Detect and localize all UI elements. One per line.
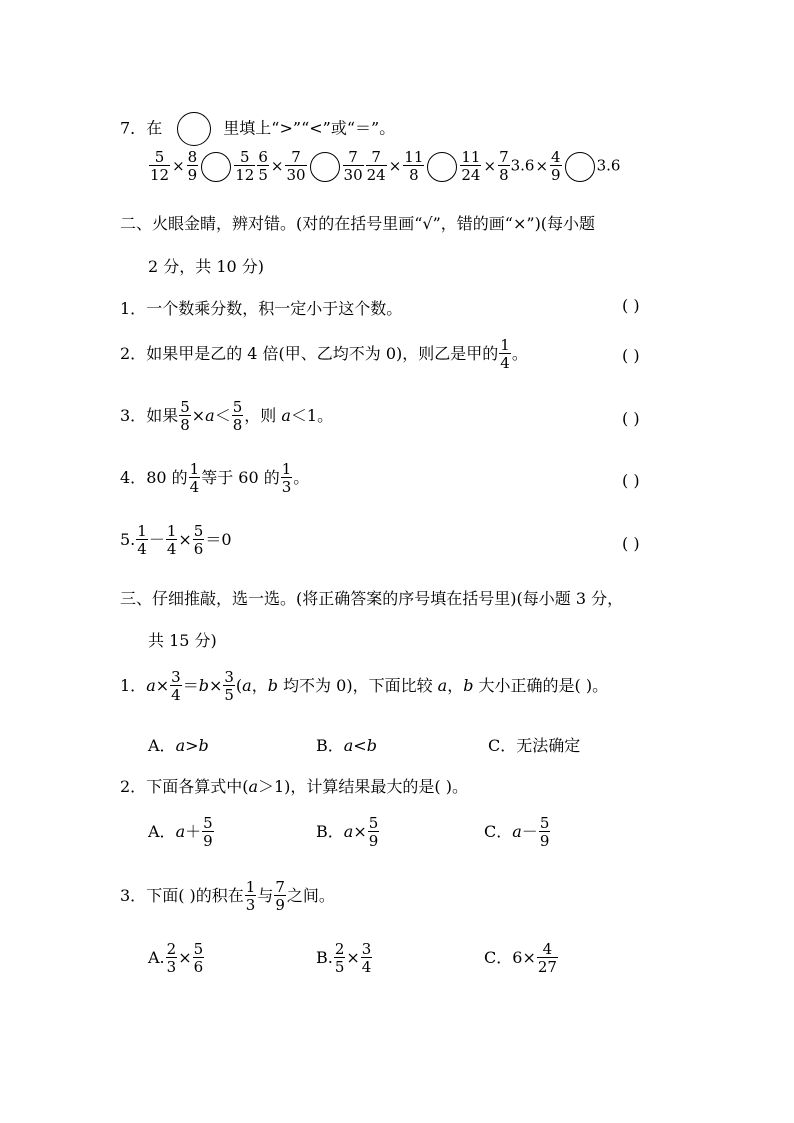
fraction: $\frac{3}{5}$ (224, 668, 234, 704)
fraction: $\frac{5}{12}$ (150, 148, 170, 184)
s2-item-1: 1．一个数乘分数，积一定小于这个数。 (120, 299, 403, 318)
q7-comparison-row: $\frac{5}{12}$ × $\frac{8}{9}$ $\frac{5}{12}$ $\frac{6}{5}$ × $\frac{7}{30}$ $\frac{7}{30}$ $\frac{7}{24}$ × $\frac{11}{8}$ $\frac{11}{24}$ × $\frac{7}{8}$ 3.6× $\frac{4}{9}$ 3.6 (150, 148, 621, 184)
fraction: $\frac{1}{4}$ (166, 522, 177, 558)
fraction: $\frac{5}{9}$ (203, 814, 213, 850)
fraction: $\frac{2}{3}$ (166, 940, 177, 976)
section-2-title-cont: 2 分，共 10 分) (148, 257, 265, 276)
fraction: $\frac{5}{9}$ (539, 814, 550, 850)
fraction: $\frac{1}{3}$ (281, 460, 292, 496)
s3-q1-option-b[interactable]: B．a<b (316, 736, 377, 755)
s3-q3-option-c[interactable]: C．6× $\frac{4}{27}$ (484, 940, 557, 976)
fraction: $\frac{6}{5}$ (258, 148, 268, 184)
answer-circle-3[interactable] (427, 152, 457, 182)
s2-item-5: 5. $\frac{1}{4}$ － $\frac{1}{4}$ × $\frac{5}{6}$ ＝0 (120, 522, 232, 558)
fraction: $\frac{4}{9}$ (551, 148, 561, 184)
answer-circle-4[interactable] (565, 152, 595, 182)
s2-answer-paren-2[interactable]: ( ) (622, 346, 640, 365)
section-3-title: 三、仔细推敲，选一选。(将正确答案的序号填在括号里)(每小题 3 分， (120, 589, 624, 608)
fraction: $\frac{1}{4}$ (189, 460, 200, 496)
s3-q1-option-c[interactable]: C．无法确定 (488, 736, 581, 755)
answer-circle-icon (177, 112, 211, 146)
fraction: $\frac{5}{8}$ (232, 398, 243, 434)
fraction: $\frac{1}{4}$ (500, 336, 510, 372)
fraction: $\frac{3}{4}$ (361, 940, 372, 976)
s2-answer-paren-4[interactable]: ( ) (622, 471, 640, 490)
section-3-title-cont: 共 15 分) (148, 631, 217, 650)
fraction: $\frac{7}{24}$ (366, 148, 386, 184)
s3-q2-option-b[interactable]: B．a× $\frac{5}{9}$ (316, 814, 379, 850)
fraction: $\frac{4}{27}$ (537, 940, 557, 976)
s3-q3-option-b[interactable]: B. $\frac{2}{5}$ × $\frac{3}{4}$ (316, 940, 372, 976)
s3-question-1: 1．a× $\frac{3}{4}$ ＝b× $\frac{3}{5}$ (a，b 均不为 0)，下面比较 a，b 大小正确的是( )。 (120, 668, 609, 704)
fraction: $\frac{11}{24}$ (461, 148, 481, 184)
s3-question-3: 3．下面( )的积在 $\frac{1}{3}$ 与 $\frac{7}{9}$ 之间。 (120, 878, 335, 914)
fraction: $\frac{2}{5}$ (334, 940, 345, 976)
s3-q1-option-a[interactable]: A．a>b (148, 736, 209, 755)
s2-item-3: 3．如果 $\frac{5}{8}$ ×a＜ $\frac{5}{8}$ ，则 a＜1。 (120, 398, 334, 434)
fraction: $\frac{7}{8}$ (499, 148, 509, 184)
fraction: $\frac{5}{6}$ (193, 522, 204, 558)
fraction: $\frac{5}{8}$ (180, 398, 190, 434)
q7-instruction: 7．在 里填上“>”“<”或“＝”。 (120, 112, 395, 146)
fraction: $\frac{5}{6}$ (193, 940, 204, 976)
s3-q2-option-a[interactable]: A．a＋ $\frac{5}{9}$ (148, 814, 213, 850)
answer-circle-1[interactable] (201, 152, 231, 182)
fraction: $\frac{11}{8}$ (404, 148, 424, 184)
fraction: $\frac{5}{9}$ (368, 814, 379, 850)
section-2-title: 二、火眼金睛，辨对错。(对的在括号里画“√”，错的画“×”)(每小题 (120, 214, 596, 233)
s2-answer-paren-3[interactable]: ( ) (622, 409, 640, 428)
fraction: $\frac{5}{12}$ (235, 148, 255, 184)
fraction: $\frac{7}{30}$ (343, 148, 363, 184)
fraction: $\frac{8}{9}$ (187, 148, 198, 184)
s2-answer-paren-5[interactable]: ( ) (622, 534, 640, 553)
s2-item-4: 4．80 的 $\frac{1}{4}$ 等于 60 的 $\frac{1}{3}$ 。 (120, 460, 310, 496)
s3-q2-option-c[interactable]: C．a－ $\frac{5}{9}$ (484, 814, 550, 850)
fraction: $\frac{1}{3}$ (245, 878, 256, 914)
fraction: $\frac{1}{4}$ (137, 522, 147, 558)
answer-circle-2[interactable] (310, 152, 340, 182)
fraction: $\frac{7}{30}$ (286, 148, 306, 184)
fraction: $\frac{3}{4}$ (171, 668, 181, 704)
s2-answer-paren-1[interactable]: ( ) (622, 296, 640, 315)
q7-number: 7． (120, 118, 147, 138)
s3-q3-option-a[interactable]: A. $\frac{2}{3}$ × $\frac{5}{6}$ (148, 940, 204, 976)
s3-question-2: 2．下面各算式中(a＞1)，计算结果最大的是( )。 (120, 777, 468, 796)
fraction: $\frac{7}{9}$ (275, 878, 285, 914)
s2-item-2: 2．如果甲是乙的 4 倍(甲、乙均不为 0)，则乙是甲的 $\frac{1}{4}$ 。 (120, 336, 528, 372)
